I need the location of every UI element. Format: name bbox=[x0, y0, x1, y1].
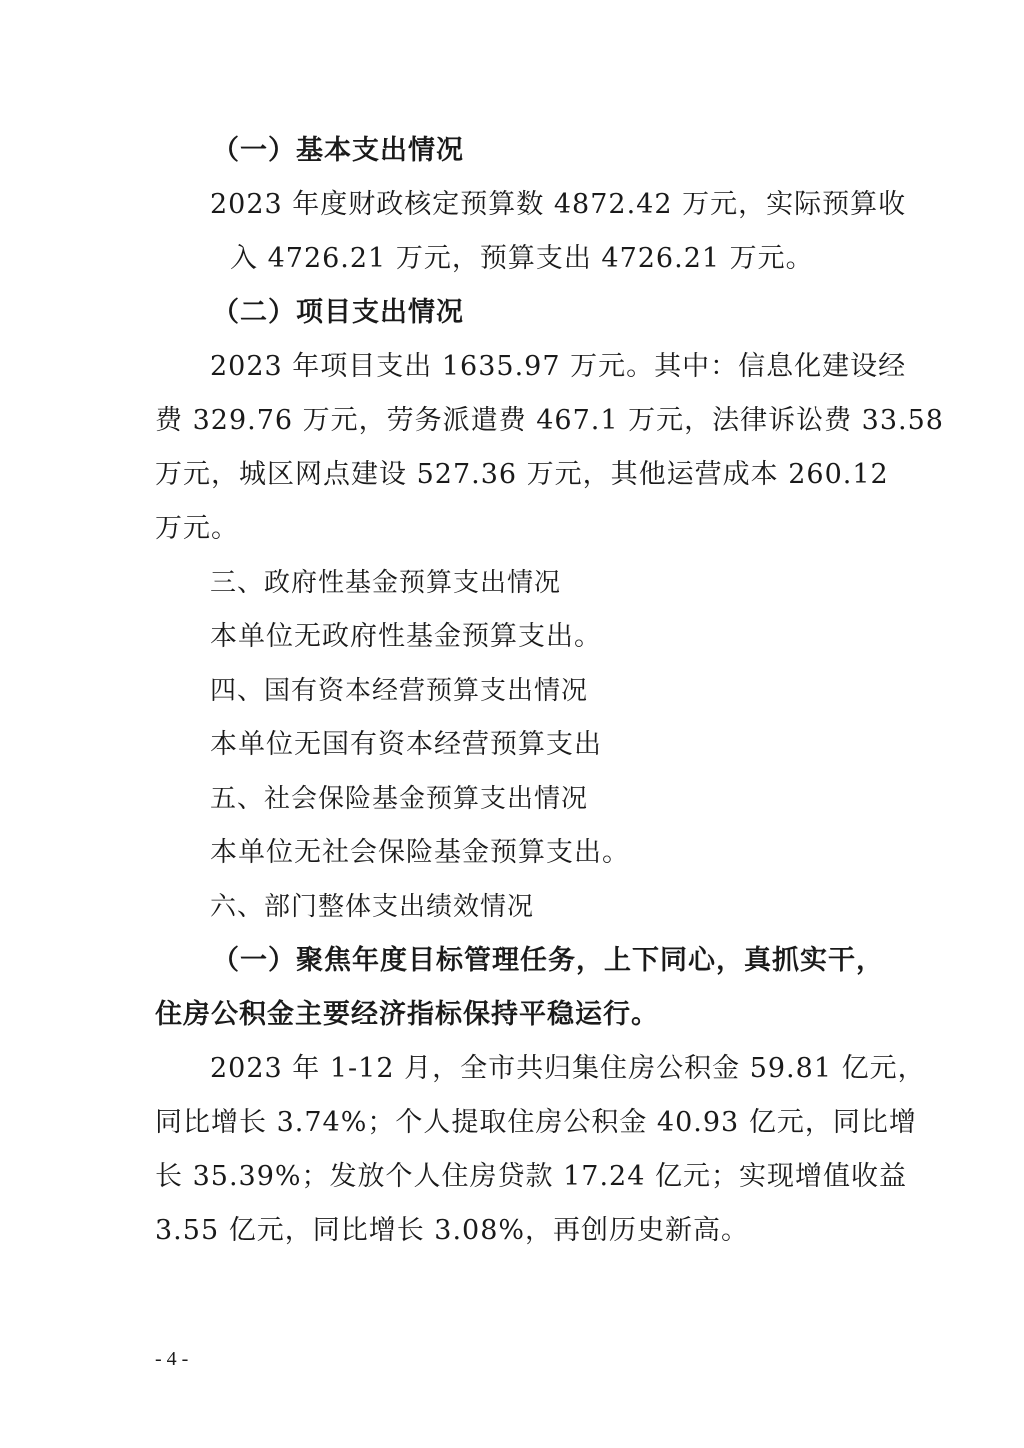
state-capital-heading: 四、国有资本经营预算支出情况 bbox=[210, 676, 589, 706]
social-insurance-text: 本单位无社会保险基金预算支出。 bbox=[210, 837, 630, 868]
page-number: - 4 - bbox=[155, 1348, 189, 1370]
project-expenditure-paragraph-line-4: 万元。 bbox=[155, 513, 239, 544]
project-expenditure-heading: （二）项目支出情况 bbox=[212, 297, 464, 328]
gov-fund-text: 本单位无政府性基金预算支出。 bbox=[210, 621, 602, 652]
performance-subheading-line-2: 住房公积金主要经济指标保持平稳运行。 bbox=[155, 999, 659, 1030]
project-expenditure-paragraph-line-1: 2023 年项目支出 1635.97 万元。其中：信息化建设经 bbox=[210, 351, 907, 382]
performance-paragraph-line-3: 长 35.39%；发放个人住房贷款 17.24 亿元；实现增值收益 bbox=[155, 1161, 907, 1192]
basic-expenditure-paragraph-line-1: 2023 年度财政核定预算数 4872.42 万元，实际预算收 bbox=[210, 189, 907, 220]
basic-expenditure-paragraph-line-2: 入 4726.21 万元，预算支出 4726.21 万元。 bbox=[230, 243, 814, 274]
project-expenditure-paragraph-line-3: 万元，城区网点建设 527.36 万元，其他运营成本 260.12 bbox=[155, 459, 889, 490]
performance-paragraph-line-2: 同比增长 3.74%；个人提取住房公积金 40.93 亿元，同比增 bbox=[155, 1107, 917, 1138]
social-insurance-heading: 五、社会保险基金预算支出情况 bbox=[210, 784, 589, 814]
performance-heading: 六、部门整体支出绩效情况 bbox=[210, 892, 535, 922]
performance-paragraph-line-4: 3.55 亿元，同比增长 3.08%，再创历史新高。 bbox=[155, 1215, 750, 1246]
performance-paragraph-line-1: 2023 年 1-12 月，全市共归集住房公积金 59.81 亿元， bbox=[210, 1053, 926, 1084]
gov-fund-heading: 三、政府性基金预算支出情况 bbox=[210, 568, 562, 598]
basic-expenditure-heading: （一）基本支出情况 bbox=[212, 135, 464, 166]
state-capital-text: 本单位无国有资本经营预算支出 bbox=[210, 729, 602, 760]
project-expenditure-paragraph-line-2: 费 329.76 万元，劳务派遣费 467.1 万元，法律诉讼费 33.58 bbox=[155, 405, 944, 436]
performance-subheading-line-1: （一）聚焦年度目标管理任务，上下同心，真抓实干， bbox=[212, 945, 884, 976]
